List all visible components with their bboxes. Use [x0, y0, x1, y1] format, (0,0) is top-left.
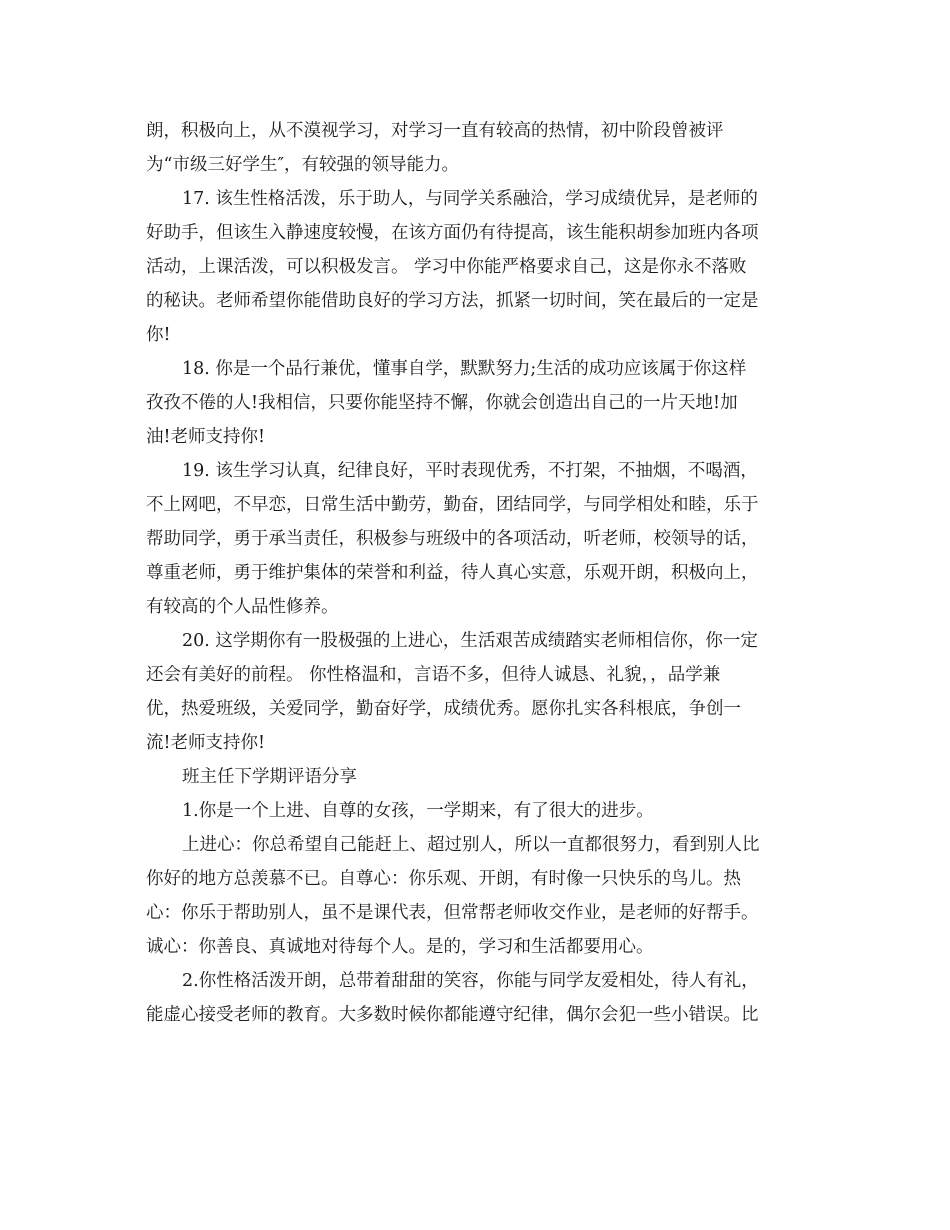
- text-line: 活动，上课活泼，可以积极发言。 学习中你能严格要求自己，这是你永不落败: [146, 257, 747, 277]
- text-line: 能虚心接受老师的教育。大多数时候你都能遵守纪律，偶尔会犯一些小错误。比: [146, 1005, 759, 1025]
- text-line: 1.你是一个上进、自尊的女孩，一学期来，有了很大的进步。: [182, 801, 654, 821]
- text-line: 你!: [146, 325, 171, 345]
- text-line: 有较高的个人品性修养。: [146, 597, 339, 617]
- text-line: 心：你乐于帮助别人，虽不是课代表，但常帮老师收交作业，是老师的好帮手。: [146, 903, 759, 923]
- text-line: 20. 这学期你有一股极强的上进心，生活艰苦成绩踏实老师相信你，你一定: [182, 631, 758, 651]
- text-line: 上进心：你总希望自己能赶上、超过别人，所以一直都很努力，看到别人比: [182, 835, 760, 855]
- text-line: 18. 你是一个品行兼优，懂事自学，默默努力;生活的成功应该属于你这样: [182, 359, 747, 379]
- text-line: 油!老师支持你!: [146, 427, 266, 447]
- text-line: 流!老师支持你!: [146, 733, 266, 753]
- text-line: 19. 该生学习认真，纪律良好，平时表现优秀，不打架，不抽烟，不喝酒，: [182, 461, 758, 481]
- text-line: 班主任下学期评语分享: [182, 767, 357, 787]
- text-line: 为“市级三好学生″，有较强的领导能力。: [146, 155, 459, 175]
- text-line: 诚心：你善良、真诚地对待每个人。是的，学习和生活都要用心。: [146, 937, 654, 957]
- text-line: 孜孜不倦的人!我相信，只要你能坚持不懈，你就会创造出自己的一片天地!加: [146, 393, 738, 413]
- text-line: 帮助同学，勇于承当责任，积极参与班级中的各项活动，听老师，校领导的话，: [146, 529, 759, 549]
- text-line: 好助手，但该生入静速度较慢，在该方面仍有待提高，该生能积胡参加班内各项: [146, 223, 759, 243]
- text-line: 17. 该生性格活泼，乐于助人，与同学关系融洽，学习成绩优异，是老师的: [182, 189, 758, 209]
- text-line: 朗，积极向上，从不漠视学习，对学习一直有较高的热情，初中阶段曾被评: [146, 121, 724, 141]
- text-line: 尊重老师，勇于维护集体的荣誉和利益，待人真心实意，乐观开朗，积极向上，: [146, 563, 759, 583]
- text-line: 2.你性格活泼开朗，总带着甜甜的笑容，你能与同学友爱相处，待人有礼，: [182, 971, 759, 991]
- text-line: 还会有美好的前程。 你性格温和，言语不多，但待人诚恳、礼貌，，品学兼: [146, 665, 721, 685]
- text-line: 你好的地方总羡慕不已。自尊心：你乐观、开朗，有时像一只快乐的鸟儿。热: [146, 869, 741, 889]
- text-line: 不上网吧，不早恋，日常生活中勤劳，勤奋，团结同学，与同学相处和睦，乐于: [146, 495, 759, 515]
- text-line: 的秘诀。老师希望你能借助良好的学习方法，抓紧一切时间，笑在最后的一定是: [146, 291, 759, 311]
- text-line: 优，热爱班级，关爱同学，勤奋好学，成绩优秀。愿你扎实各科根底，争创一: [146, 699, 741, 719]
- document-body: [146, 114, 806, 1032]
